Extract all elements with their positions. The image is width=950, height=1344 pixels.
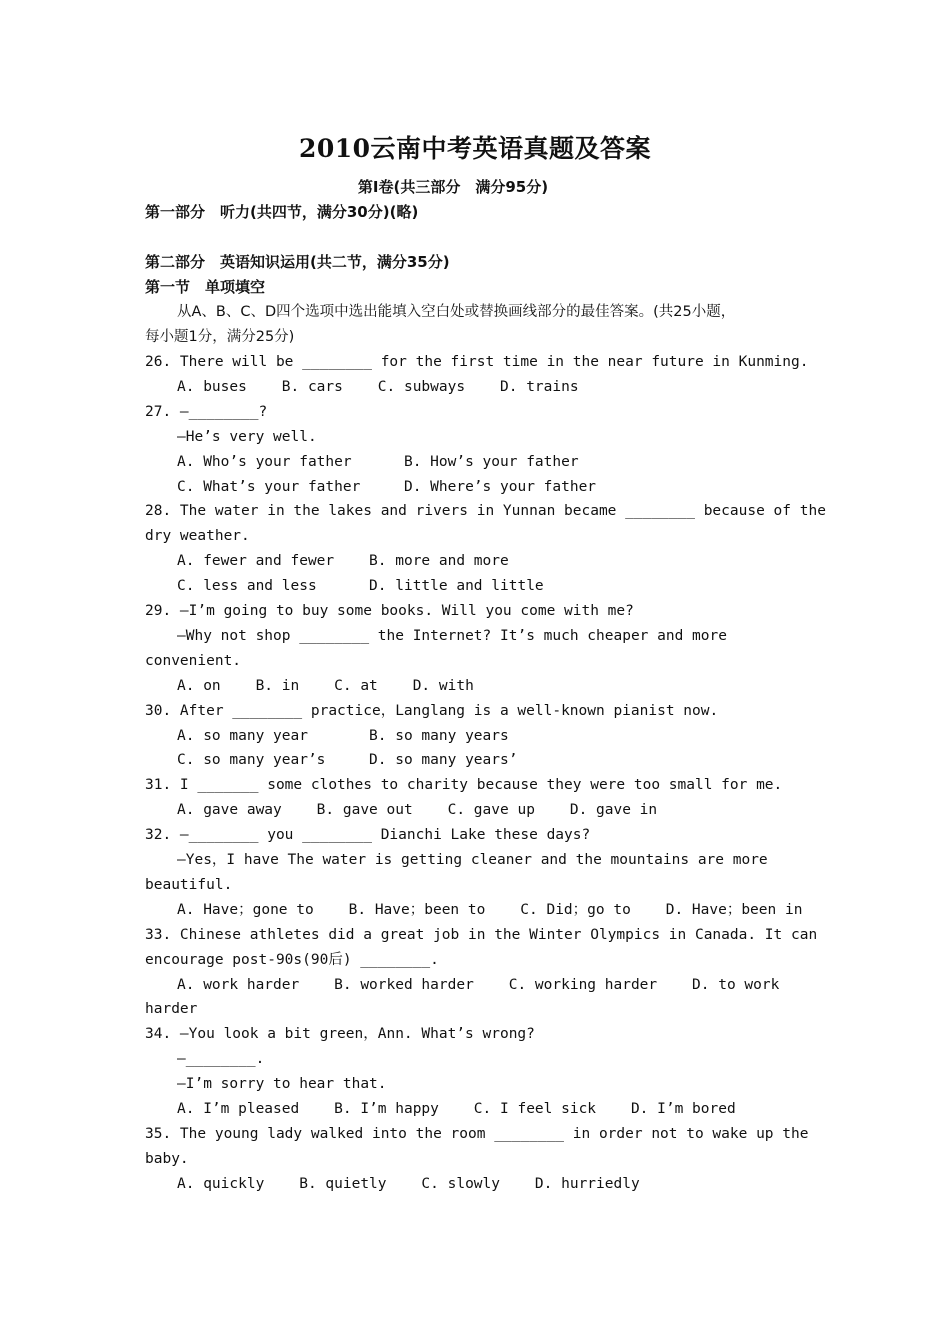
question-line: 33. Chinese athletes did a great job in the Winter Olympics in Canada. It can bbox=[145, 927, 818, 943]
question-line: 34. —You look a bit green，Ann. What’s wrong? bbox=[145, 1026, 535, 1042]
question-line: 31. I _______ some clothes to charity because they were too small for me. bbox=[145, 777, 783, 793]
instructions-line-2: 每小题1分，满分25分) bbox=[145, 329, 295, 345]
document-title: 2010云南中考英语真题及答案 bbox=[298, 134, 652, 163]
question-line: 26. There will be ________ for the first time in the near future in Kunming. bbox=[145, 354, 809, 370]
question-line: —I’m sorry to hear that. bbox=[177, 1076, 387, 1092]
question-line: dry weather. bbox=[145, 528, 250, 544]
question-line: convenient. bbox=[145, 653, 242, 669]
question-line: A. on B. in C. at D. with bbox=[177, 678, 474, 694]
question-line: —Yes，I have The water is getting cleaner and the mountains are more bbox=[177, 852, 768, 868]
question-line: 28. The water in the lakes and rivers in Yunnan became ________ because of the bbox=[145, 503, 826, 519]
question-line: A. buses B. cars C. subways D. trains bbox=[177, 379, 579, 395]
question-line: —________. bbox=[177, 1051, 265, 1067]
question-line: beautiful. bbox=[145, 877, 233, 893]
question-line: —Why not shop ________ the Internet? It’s much cheaper and more bbox=[177, 628, 727, 644]
question-line: baby. bbox=[145, 1151, 189, 1167]
question-line: A. quickly B. quietly C. slowly D. hurriedly bbox=[177, 1176, 640, 1192]
question-line: 27. —________? bbox=[145, 404, 268, 420]
question-line: —He’s very well. bbox=[177, 429, 317, 445]
section1-heading: 第一节 单项填空 bbox=[145, 278, 266, 296]
question-line: 35. The young lady walked into the room ________ in order not to wake up the bbox=[145, 1126, 809, 1142]
question-line: A. work harder B. worked harder C. working harder D. to work bbox=[177, 977, 780, 993]
question-line: A. Have；gone to B. Have；been to C. Did；go to D. Have；been in bbox=[177, 902, 803, 918]
question-line: A. Who’s your father B. How’s your father bbox=[177, 454, 579, 470]
question-line: harder bbox=[145, 1001, 198, 1017]
question-line: C. so many year’s D. so many years’ bbox=[177, 752, 518, 768]
question-line: 29. —I’m going to buy some books. Will you come with me? bbox=[145, 603, 634, 619]
question-line: 30. After ________ practice，Langlang is a well-known pianist now. bbox=[145, 703, 719, 719]
question-line: A. gave away B. gave out C. gave up D. gave in bbox=[177, 802, 658, 818]
question-line: A. so many year B. so many years bbox=[177, 728, 509, 744]
instructions-line-1: 从A、B、C、D四个选项中选出能填入空白处或替换画线部分的最佳答案。(共25小题， bbox=[177, 304, 736, 320]
question-line: encourage post-90s(90后) ________. bbox=[145, 952, 439, 968]
question-line: A. fewer and fewer B. more and more bbox=[177, 553, 509, 569]
question-line: C. What’s your father D. Where’s your father bbox=[177, 479, 597, 495]
paper-subtitle: 第Ⅰ卷(共三部分 满分95分) bbox=[357, 178, 549, 196]
part1-heading: 第一部分 听力(共四节，满分30分)(略) bbox=[145, 203, 419, 221]
question-line: 32. —________ you ________ Dianchi Lake these days? bbox=[145, 827, 591, 843]
question-line: A. I’m pleased B. I’m happy C. I feel sick D. I’m bored bbox=[177, 1101, 736, 1117]
question-line: C. less and less D. little and little bbox=[177, 578, 544, 594]
part2-heading: 第二部分 英语知识运用(共二节，满分35分) bbox=[145, 253, 450, 271]
